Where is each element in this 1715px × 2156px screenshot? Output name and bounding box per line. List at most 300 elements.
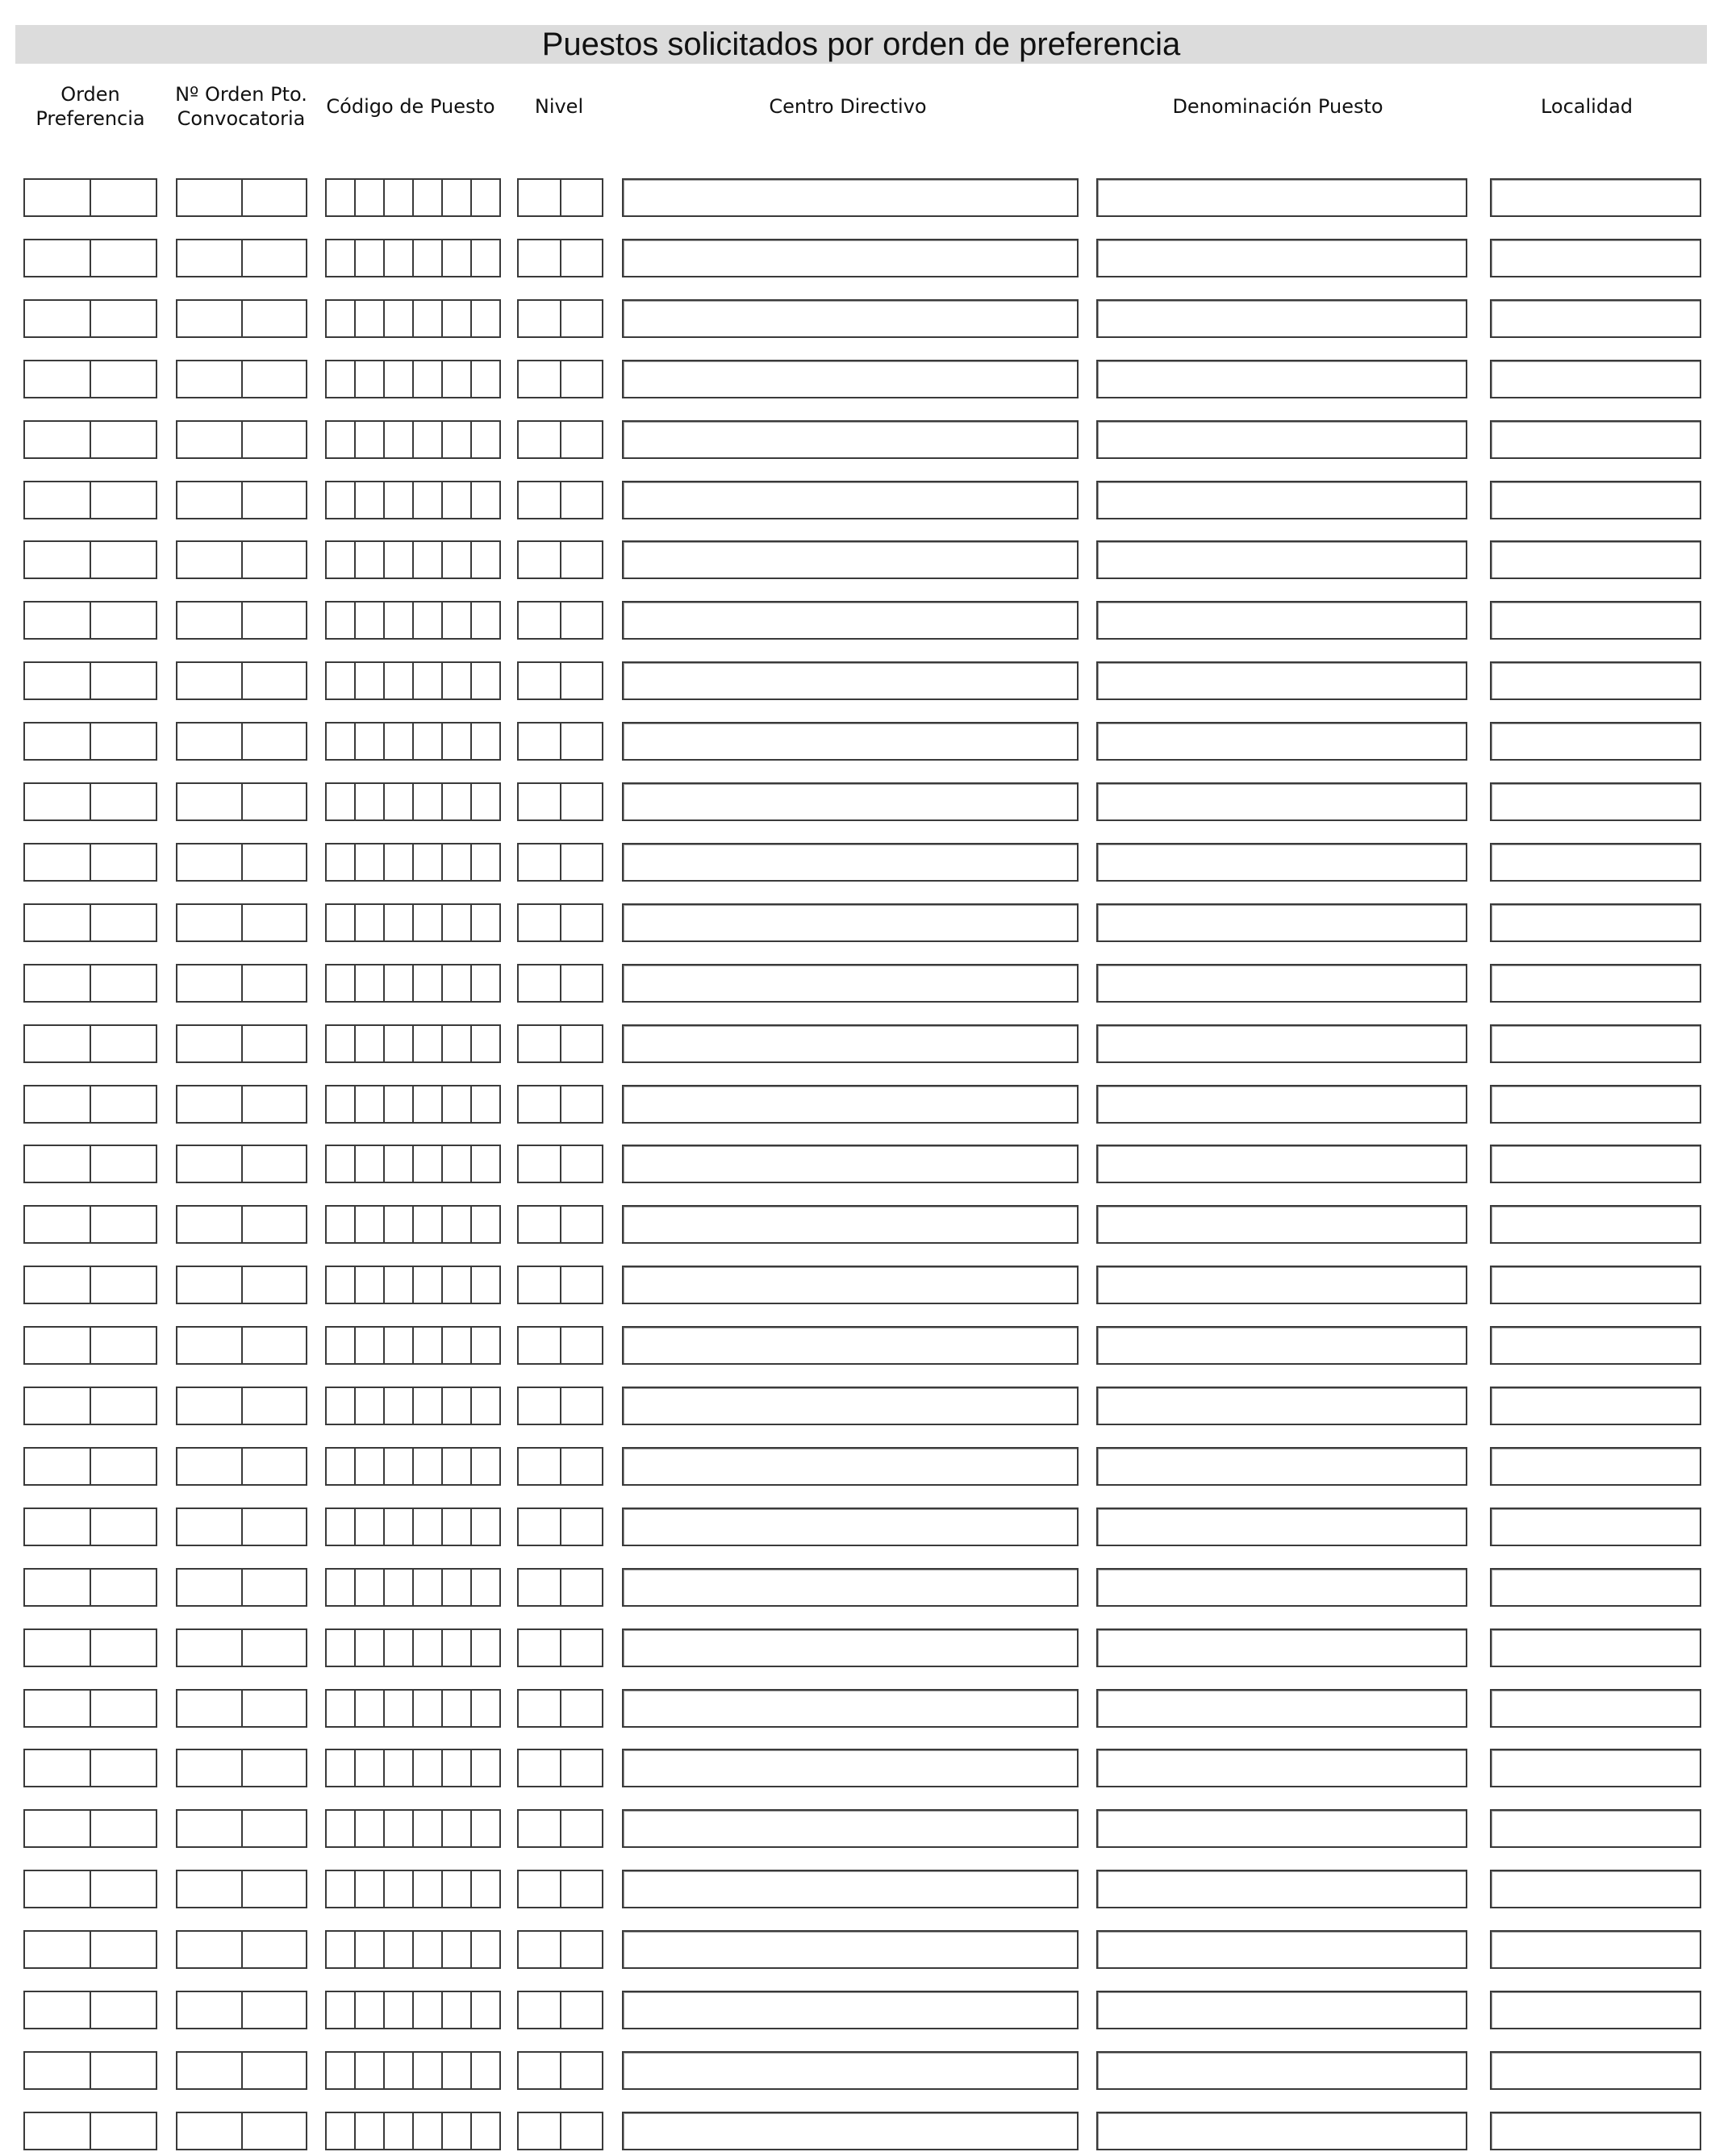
centro-directivo-field[interactable] xyxy=(622,2112,1079,2150)
char-box[interactable] xyxy=(327,1932,356,1967)
char-box[interactable] xyxy=(385,1146,414,1182)
char-box[interactable] xyxy=(356,1086,385,1122)
char-box[interactable] xyxy=(25,663,91,699)
nivel-field[interactable] xyxy=(517,1628,603,1667)
char-box[interactable] xyxy=(472,180,499,215)
codigo-puesto-field[interactable] xyxy=(325,299,501,338)
nivel-field[interactable] xyxy=(517,420,603,459)
orden-preferencia-field[interactable] xyxy=(23,843,157,882)
char-box[interactable] xyxy=(519,1691,561,1726)
char-box[interactable] xyxy=(243,482,307,518)
char-box[interactable] xyxy=(25,482,91,518)
char-box[interactable] xyxy=(327,1086,356,1122)
denominacion-puesto-field[interactable] xyxy=(1096,1266,1467,1304)
nivel-field[interactable] xyxy=(517,1870,603,1908)
char-box[interactable] xyxy=(443,1328,472,1363)
char-box[interactable] xyxy=(385,180,414,215)
char-box[interactable] xyxy=(177,1811,243,1846)
char-box[interactable] xyxy=(327,361,356,397)
char-box[interactable] xyxy=(91,1992,156,2028)
char-box[interactable] xyxy=(561,1026,603,1061)
char-box[interactable] xyxy=(472,1086,499,1122)
char-box[interactable] xyxy=(243,2053,307,2088)
char-box[interactable] xyxy=(472,1267,499,1303)
char-box[interactable] xyxy=(443,1388,472,1424)
char-box[interactable] xyxy=(327,1207,356,1242)
char-box[interactable] xyxy=(25,1207,91,1242)
char-box[interactable] xyxy=(472,482,499,518)
denominacion-puesto-field[interactable] xyxy=(1096,1991,1467,2029)
char-box[interactable] xyxy=(385,965,414,1001)
char-box[interactable] xyxy=(177,2113,243,2149)
char-box[interactable] xyxy=(356,1146,385,1182)
centro-directivo-field[interactable] xyxy=(622,2051,1079,2090)
char-box[interactable] xyxy=(327,1146,356,1182)
centro-directivo-field[interactable] xyxy=(622,1024,1079,1063)
char-box[interactable] xyxy=(177,180,243,215)
char-box[interactable] xyxy=(519,1932,561,1967)
orden-preferencia-field[interactable] xyxy=(23,601,157,640)
char-box[interactable] xyxy=(414,2053,443,2088)
orden-preferencia-field[interactable] xyxy=(23,1205,157,1244)
char-box[interactable] xyxy=(177,1871,243,1907)
char-box[interactable] xyxy=(91,1570,156,1605)
char-box[interactable] xyxy=(177,2053,243,2088)
char-box[interactable] xyxy=(243,1570,307,1605)
localidad-field[interactable] xyxy=(1490,299,1701,338)
localidad-field[interactable] xyxy=(1490,1326,1701,1365)
char-box[interactable] xyxy=(414,2113,443,2149)
char-box[interactable] xyxy=(177,1086,243,1122)
char-box[interactable] xyxy=(414,1086,443,1122)
num-orden-convocatoria-field[interactable] xyxy=(176,420,307,459)
codigo-puesto-field[interactable] xyxy=(325,1628,501,1667)
char-box[interactable] xyxy=(519,1146,561,1182)
char-box[interactable] xyxy=(25,844,91,880)
char-box[interactable] xyxy=(385,422,414,457)
codigo-puesto-field[interactable] xyxy=(325,964,501,1003)
char-box[interactable] xyxy=(177,1992,243,2028)
char-box[interactable] xyxy=(414,1026,443,1061)
nivel-field[interactable] xyxy=(517,1749,603,1787)
char-box[interactable] xyxy=(91,1630,156,1666)
char-box[interactable] xyxy=(519,180,561,215)
char-box[interactable] xyxy=(327,1449,356,1484)
localidad-field[interactable] xyxy=(1490,1145,1701,1183)
char-box[interactable] xyxy=(177,1388,243,1424)
char-box[interactable] xyxy=(327,784,356,819)
char-box[interactable] xyxy=(177,542,243,578)
char-box[interactable] xyxy=(414,663,443,699)
char-box[interactable] xyxy=(243,1691,307,1726)
char-box[interactable] xyxy=(91,301,156,336)
char-box[interactable] xyxy=(25,724,91,759)
char-box[interactable] xyxy=(327,1871,356,1907)
centro-directivo-field[interactable] xyxy=(622,1749,1079,1787)
char-box[interactable] xyxy=(561,724,603,759)
char-box[interactable] xyxy=(91,2053,156,2088)
num-orden-convocatoria-field[interactable] xyxy=(176,1809,307,1848)
char-box[interactable] xyxy=(356,1691,385,1726)
char-box[interactable] xyxy=(25,301,91,336)
char-box[interactable] xyxy=(356,301,385,336)
char-box[interactable] xyxy=(414,1267,443,1303)
char-box[interactable] xyxy=(519,1630,561,1666)
nivel-field[interactable] xyxy=(517,481,603,519)
char-box[interactable] xyxy=(327,1570,356,1605)
char-box[interactable] xyxy=(327,603,356,638)
char-box[interactable] xyxy=(414,603,443,638)
char-box[interactable] xyxy=(561,1691,603,1726)
char-box[interactable] xyxy=(443,2113,472,2149)
orden-preferencia-field[interactable] xyxy=(23,1085,157,1124)
char-box[interactable] xyxy=(561,2113,603,2149)
localidad-field[interactable] xyxy=(1490,722,1701,761)
char-box[interactable] xyxy=(519,1388,561,1424)
char-box[interactable] xyxy=(561,1207,603,1242)
char-box[interactable] xyxy=(519,2053,561,2088)
char-box[interactable] xyxy=(177,1328,243,1363)
char-box[interactable] xyxy=(414,240,443,276)
char-box[interactable] xyxy=(356,1388,385,1424)
orden-preferencia-field[interactable] xyxy=(23,1749,157,1787)
centro-directivo-field[interactable] xyxy=(622,1387,1079,1425)
codigo-puesto-field[interactable] xyxy=(325,782,501,821)
centro-directivo-field[interactable] xyxy=(622,540,1079,579)
char-box[interactable] xyxy=(561,603,603,638)
orden-preferencia-field[interactable] xyxy=(23,1387,157,1425)
denominacion-puesto-field[interactable] xyxy=(1096,178,1467,217)
char-box[interactable] xyxy=(177,1509,243,1545)
char-box[interactable] xyxy=(472,724,499,759)
denominacion-puesto-field[interactable] xyxy=(1096,601,1467,640)
localidad-field[interactable] xyxy=(1490,1870,1701,1908)
char-box[interactable] xyxy=(91,1871,156,1907)
char-box[interactable] xyxy=(356,1992,385,2028)
char-box[interactable] xyxy=(25,361,91,397)
char-box[interactable] xyxy=(472,784,499,819)
char-box[interactable] xyxy=(443,542,472,578)
char-box[interactable] xyxy=(443,361,472,397)
char-box[interactable] xyxy=(561,1267,603,1303)
localidad-field[interactable] xyxy=(1490,1508,1701,1546)
char-box[interactable] xyxy=(385,1449,414,1484)
char-box[interactable] xyxy=(443,1509,472,1545)
char-box[interactable] xyxy=(327,482,356,518)
char-box[interactable] xyxy=(243,1509,307,1545)
centro-directivo-field[interactable] xyxy=(622,1930,1079,1969)
char-box[interactable] xyxy=(177,1750,243,1786)
char-box[interactable] xyxy=(327,1630,356,1666)
char-box[interactable] xyxy=(25,1388,91,1424)
char-box[interactable] xyxy=(385,1691,414,1726)
char-box[interactable] xyxy=(177,1932,243,1967)
char-box[interactable] xyxy=(243,542,307,578)
orden-preferencia-field[interactable] xyxy=(23,1809,157,1848)
denominacion-puesto-field[interactable] xyxy=(1096,420,1467,459)
char-box[interactable] xyxy=(385,1267,414,1303)
char-box[interactable] xyxy=(385,1509,414,1545)
centro-directivo-field[interactable] xyxy=(622,1991,1079,2029)
char-box[interactable] xyxy=(519,663,561,699)
nivel-field[interactable] xyxy=(517,1930,603,1969)
char-box[interactable] xyxy=(177,240,243,276)
char-box[interactable] xyxy=(561,1811,603,1846)
char-box[interactable] xyxy=(414,1691,443,1726)
denominacion-puesto-field[interactable] xyxy=(1096,1749,1467,1787)
orden-preferencia-field[interactable] xyxy=(23,540,157,579)
char-box[interactable] xyxy=(25,1570,91,1605)
char-box[interactable] xyxy=(472,240,499,276)
nivel-field[interactable] xyxy=(517,2112,603,2150)
char-box[interactable] xyxy=(414,844,443,880)
char-box[interactable] xyxy=(519,361,561,397)
char-box[interactable] xyxy=(243,844,307,880)
char-box[interactable] xyxy=(414,1509,443,1545)
char-box[interactable] xyxy=(519,1570,561,1605)
codigo-puesto-field[interactable] xyxy=(325,178,501,217)
char-box[interactable] xyxy=(472,1570,499,1605)
char-box[interactable] xyxy=(243,1630,307,1666)
char-box[interactable] xyxy=(472,1811,499,1846)
char-box[interactable] xyxy=(414,1871,443,1907)
char-box[interactable] xyxy=(327,180,356,215)
char-box[interactable] xyxy=(25,2053,91,2088)
codigo-puesto-field[interactable] xyxy=(325,2051,501,2090)
orden-preferencia-field[interactable] xyxy=(23,2112,157,2150)
char-box[interactable] xyxy=(472,1207,499,1242)
char-box[interactable] xyxy=(414,1328,443,1363)
char-box[interactable] xyxy=(25,180,91,215)
char-box[interactable] xyxy=(356,1871,385,1907)
orden-preferencia-field[interactable] xyxy=(23,964,157,1003)
char-box[interactable] xyxy=(356,422,385,457)
char-box[interactable] xyxy=(414,965,443,1001)
char-box[interactable] xyxy=(91,784,156,819)
char-box[interactable] xyxy=(472,301,499,336)
char-box[interactable] xyxy=(356,2053,385,2088)
codigo-puesto-field[interactable] xyxy=(325,1024,501,1063)
nivel-field[interactable] xyxy=(517,1387,603,1425)
char-box[interactable] xyxy=(356,663,385,699)
char-box[interactable] xyxy=(561,1750,603,1786)
char-box[interactable] xyxy=(414,784,443,819)
char-box[interactable] xyxy=(177,965,243,1001)
nivel-field[interactable] xyxy=(517,964,603,1003)
char-box[interactable] xyxy=(414,1388,443,1424)
char-box[interactable] xyxy=(519,965,561,1001)
num-orden-convocatoria-field[interactable] xyxy=(176,782,307,821)
char-box[interactable] xyxy=(385,1026,414,1061)
char-box[interactable] xyxy=(561,1992,603,2028)
char-box[interactable] xyxy=(385,1570,414,1605)
char-box[interactable] xyxy=(177,301,243,336)
char-box[interactable] xyxy=(25,965,91,1001)
char-box[interactable] xyxy=(561,422,603,457)
nivel-field[interactable] xyxy=(517,1085,603,1124)
char-box[interactable] xyxy=(243,240,307,276)
char-box[interactable] xyxy=(561,663,603,699)
char-box[interactable] xyxy=(243,361,307,397)
char-box[interactable] xyxy=(443,603,472,638)
char-box[interactable] xyxy=(25,1509,91,1545)
orden-preferencia-field[interactable] xyxy=(23,1266,157,1304)
char-box[interactable] xyxy=(385,1630,414,1666)
char-box[interactable] xyxy=(243,905,307,940)
char-box[interactable] xyxy=(385,482,414,518)
char-box[interactable] xyxy=(519,844,561,880)
char-box[interactable] xyxy=(414,1207,443,1242)
localidad-field[interactable] xyxy=(1490,1628,1701,1667)
localidad-field[interactable] xyxy=(1490,903,1701,942)
char-box[interactable] xyxy=(385,1388,414,1424)
centro-directivo-field[interactable] xyxy=(622,178,1079,217)
denominacion-puesto-field[interactable] xyxy=(1096,1508,1467,1546)
char-box[interactable] xyxy=(91,2113,156,2149)
codigo-puesto-field[interactable] xyxy=(325,1266,501,1304)
char-box[interactable] xyxy=(414,905,443,940)
char-box[interactable] xyxy=(414,1630,443,1666)
char-box[interactable] xyxy=(327,301,356,336)
char-box[interactable] xyxy=(414,180,443,215)
char-box[interactable] xyxy=(385,1811,414,1846)
denominacion-puesto-field[interactable] xyxy=(1096,1568,1467,1607)
codigo-puesto-field[interactable] xyxy=(325,1085,501,1124)
centro-directivo-field[interactable] xyxy=(622,360,1079,398)
char-box[interactable] xyxy=(177,1449,243,1484)
char-box[interactable] xyxy=(91,482,156,518)
char-box[interactable] xyxy=(385,2053,414,2088)
num-orden-convocatoria-field[interactable] xyxy=(176,178,307,217)
char-box[interactable] xyxy=(243,301,307,336)
char-box[interactable] xyxy=(414,1449,443,1484)
char-box[interactable] xyxy=(519,301,561,336)
orden-preferencia-field[interactable] xyxy=(23,1024,157,1063)
char-box[interactable] xyxy=(519,1811,561,1846)
localidad-field[interactable] xyxy=(1490,178,1701,217)
char-box[interactable] xyxy=(243,1207,307,1242)
char-box[interactable] xyxy=(243,1932,307,1967)
num-orden-convocatoria-field[interactable] xyxy=(176,1689,307,1728)
nivel-field[interactable] xyxy=(517,843,603,882)
char-box[interactable] xyxy=(472,1992,499,2028)
localidad-field[interactable] xyxy=(1490,1266,1701,1304)
char-box[interactable] xyxy=(561,1509,603,1545)
char-box[interactable] xyxy=(25,905,91,940)
nivel-field[interactable] xyxy=(517,1145,603,1183)
char-box[interactable] xyxy=(356,905,385,940)
orden-preferencia-field[interactable] xyxy=(23,722,157,761)
num-orden-convocatoria-field[interactable] xyxy=(176,1326,307,1365)
char-box[interactable] xyxy=(243,965,307,1001)
char-box[interactable] xyxy=(91,1811,156,1846)
num-orden-convocatoria-field[interactable] xyxy=(176,601,307,640)
orden-preferencia-field[interactable] xyxy=(23,1870,157,1908)
centro-directivo-field[interactable] xyxy=(622,299,1079,338)
char-box[interactable] xyxy=(356,844,385,880)
orden-preferencia-field[interactable] xyxy=(23,661,157,700)
num-orden-convocatoria-field[interactable] xyxy=(176,360,307,398)
codigo-puesto-field[interactable] xyxy=(325,1809,501,1848)
char-box[interactable] xyxy=(91,542,156,578)
char-box[interactable] xyxy=(177,905,243,940)
nivel-field[interactable] xyxy=(517,540,603,579)
nivel-field[interactable] xyxy=(517,1991,603,2029)
num-orden-convocatoria-field[interactable] xyxy=(176,1749,307,1787)
nivel-field[interactable] xyxy=(517,1266,603,1304)
char-box[interactable] xyxy=(443,784,472,819)
nivel-field[interactable] xyxy=(517,1568,603,1607)
char-box[interactable] xyxy=(519,724,561,759)
char-box[interactable] xyxy=(25,1086,91,1122)
char-box[interactable] xyxy=(472,1146,499,1182)
char-box[interactable] xyxy=(385,1328,414,1363)
char-box[interactable] xyxy=(443,724,472,759)
char-box[interactable] xyxy=(472,965,499,1001)
codigo-puesto-field[interactable] xyxy=(325,661,501,700)
localidad-field[interactable] xyxy=(1490,360,1701,398)
char-box[interactable] xyxy=(177,844,243,880)
denominacion-puesto-field[interactable] xyxy=(1096,1628,1467,1667)
num-orden-convocatoria-field[interactable] xyxy=(176,1568,307,1607)
char-box[interactable] xyxy=(472,905,499,940)
nivel-field[interactable] xyxy=(517,1447,603,1486)
char-box[interactable] xyxy=(519,784,561,819)
char-box[interactable] xyxy=(443,1932,472,1967)
denominacion-puesto-field[interactable] xyxy=(1096,481,1467,519)
char-box[interactable] xyxy=(519,1992,561,2028)
centro-directivo-field[interactable] xyxy=(622,420,1079,459)
char-box[interactable] xyxy=(356,1267,385,1303)
char-box[interactable] xyxy=(356,1449,385,1484)
codigo-puesto-field[interactable] xyxy=(325,601,501,640)
char-box[interactable] xyxy=(327,1992,356,2028)
char-box[interactable] xyxy=(414,1750,443,1786)
localidad-field[interactable] xyxy=(1490,1024,1701,1063)
denominacion-puesto-field[interactable] xyxy=(1096,1085,1467,1124)
char-box[interactable] xyxy=(356,1811,385,1846)
centro-directivo-field[interactable] xyxy=(622,1326,1079,1365)
char-box[interactable] xyxy=(327,1509,356,1545)
centro-directivo-field[interactable] xyxy=(622,1447,1079,1486)
codigo-puesto-field[interactable] xyxy=(325,1205,501,1244)
char-box[interactable] xyxy=(519,1449,561,1484)
char-box[interactable] xyxy=(443,1750,472,1786)
char-box[interactable] xyxy=(327,663,356,699)
char-box[interactable] xyxy=(443,422,472,457)
char-box[interactable] xyxy=(519,603,561,638)
char-box[interactable] xyxy=(561,1932,603,1967)
char-box[interactable] xyxy=(25,784,91,819)
num-orden-convocatoria-field[interactable] xyxy=(176,1085,307,1124)
num-orden-convocatoria-field[interactable] xyxy=(176,964,307,1003)
localidad-field[interactable] xyxy=(1490,782,1701,821)
char-box[interactable] xyxy=(519,1267,561,1303)
char-box[interactable] xyxy=(385,1871,414,1907)
char-box[interactable] xyxy=(91,422,156,457)
localidad-field[interactable] xyxy=(1490,1991,1701,2029)
char-box[interactable] xyxy=(472,1630,499,1666)
localidad-field[interactable] xyxy=(1490,1689,1701,1728)
codigo-puesto-field[interactable] xyxy=(325,1991,501,2029)
num-orden-convocatoria-field[interactable] xyxy=(176,903,307,942)
centro-directivo-field[interactable] xyxy=(622,1809,1079,1848)
char-box[interactable] xyxy=(443,1086,472,1122)
char-box[interactable] xyxy=(91,240,156,276)
char-box[interactable] xyxy=(443,663,472,699)
char-box[interactable] xyxy=(25,1630,91,1666)
char-box[interactable] xyxy=(561,482,603,518)
